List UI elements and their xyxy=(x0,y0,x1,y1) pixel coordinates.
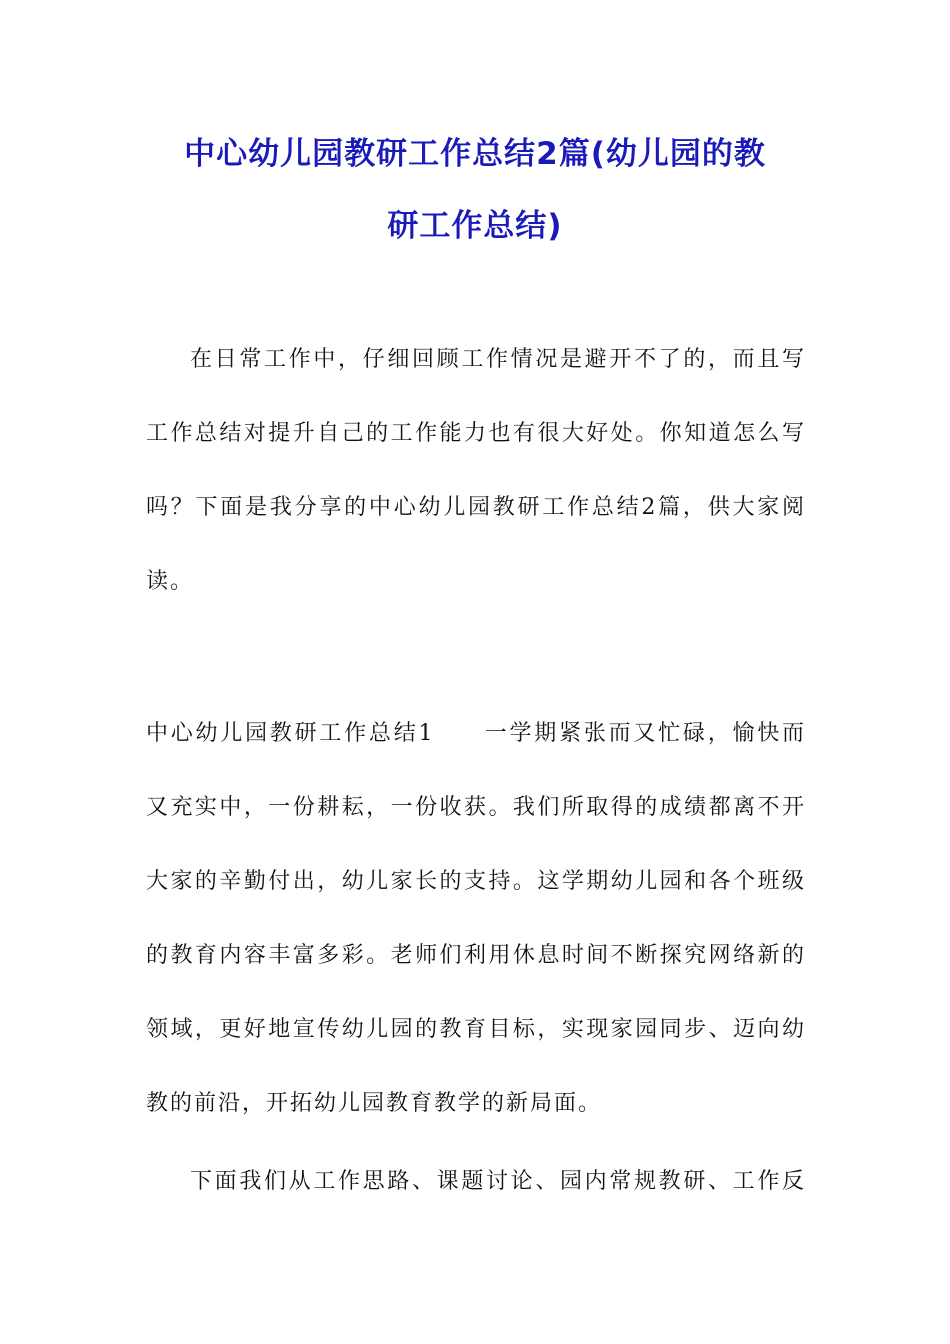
summary-paragraph xyxy=(146,697,806,1141)
paragraph-line: 教的前沿，开拓幼儿园教育教学的新局面。 xyxy=(146,1091,603,1116)
title-line: 中心幼儿园教研工作总结2篇(幼儿园的教 xyxy=(184,136,766,172)
paragraph-line: 领域，更好地宣传幼儿园的教育目标，实现家园同步、迈向幼 xyxy=(146,1017,806,1042)
paragraph-line: 又充实中，一份耕耘，一份收获。我们所取得的成绩都离不开 xyxy=(146,795,806,820)
paragraph-line: 下面我们从工作思路、课题讨论、园内常规教研、工作反 xyxy=(190,1169,806,1194)
paragraph-line: 读。 xyxy=(146,569,195,594)
paragraph-line: 工作总结对提升自己的工作能力也有很大好处。你知道怎么写 xyxy=(146,421,806,446)
paragraph-line: 吗？下面是我分享的中心幼儿园教研工作总结2篇，供大家阅 xyxy=(146,495,806,520)
title-line: 研工作总结) xyxy=(387,208,563,244)
paragraph-line: 中心幼儿园教研工作总结1 一学期紧张而又忙碌，愉快而 xyxy=(146,721,806,746)
paragraph-line: 在日常工作中，仔细回顾工作情况是避开不了的，而且写 xyxy=(190,347,806,372)
paragraph-line: 的教育内容丰富多彩。老师们利用休息时间不断探究网络新的 xyxy=(146,943,806,968)
intro-paragraph xyxy=(146,323,806,619)
paragraph-line: 大家的辛勤付出，幼儿家长的支持。这学期幼儿园和各个班级 xyxy=(146,869,806,894)
body-paragraph xyxy=(146,1145,806,1219)
document-title xyxy=(120,118,830,262)
